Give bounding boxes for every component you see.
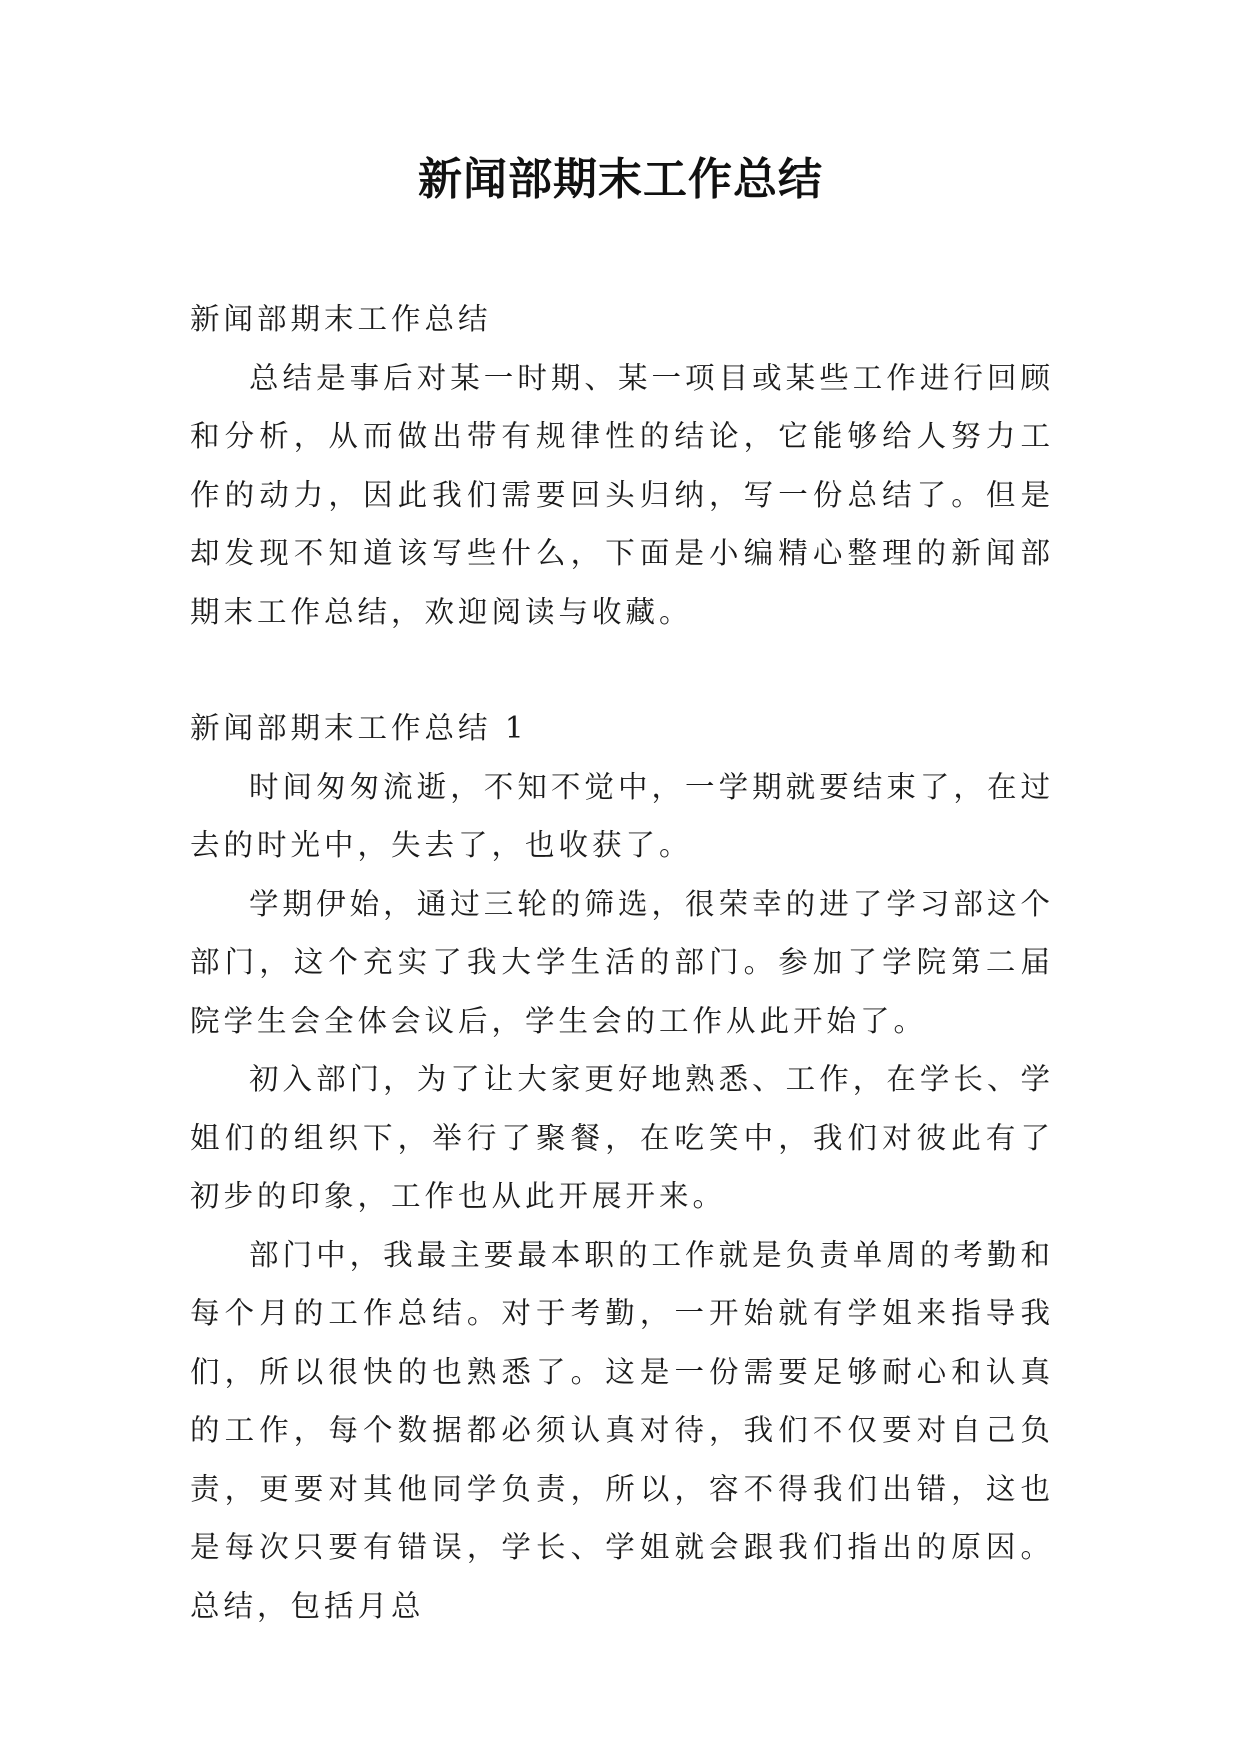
document-subtitle: 新闻部期末工作总结 bbox=[190, 302, 492, 336]
body-paragraph: 初入部门，为了让大家更好地熟悉、工作，在学长、学姐们的组织下，举行了聚餐，在吃笑中，我们对彼此有了初步的印象，工作也从此开展开来。 bbox=[190, 1062, 1054, 1213]
body-paragraph: 时间匆匆流逝，不知不觉中，一学期就要结束了，在过去的时光中，失去了，也收获了。 bbox=[190, 769, 1054, 862]
document-title: 新闻部期末工作总结 bbox=[418, 154, 823, 205]
body-paragraph: 学期伊始，通过三轮的筛选，很荣幸的进了学习部这个部门，这个充实了我大学生活的部门。参加了学院第二届院学生会全体会议后，学生会的工作从此开始了。 bbox=[190, 886, 1054, 1038]
section-spacer bbox=[190, 641, 1054, 699]
body-paragraph: 部门中，我最主要最本职的工作就是负责单周的考勤和每个月的工作总结。对于考勤，一开始就有学姐来指导我们，所以很快的也熟悉了。这是一份需要足够耐心和认真的工作，每个数据都必须认真对待，我们不仅要对自己负责，更要对其他同学负责，所以，容不得我们出错，这也是每次只要有错误，学长、学姐就会跟我们指出的原因。总结，包括月总 bbox=[190, 1237, 1054, 1623]
document-body bbox=[190, 290, 1054, 1635]
section-heading: 新闻部期末工作总结 1 bbox=[190, 711, 528, 745]
intro-paragraph: 总结是事后对某一时期、某一项目或某些工作进行回顾和分析，从而做出带有规律性的结论，它能够给人努力工作的动力，因此我们需要回头归纳，写一份总结了。但是却发现不知道该写些什么，下面是小编精心整理的新闻部期末工作总结，欢迎阅读与收藏。 bbox=[190, 360, 1054, 629]
